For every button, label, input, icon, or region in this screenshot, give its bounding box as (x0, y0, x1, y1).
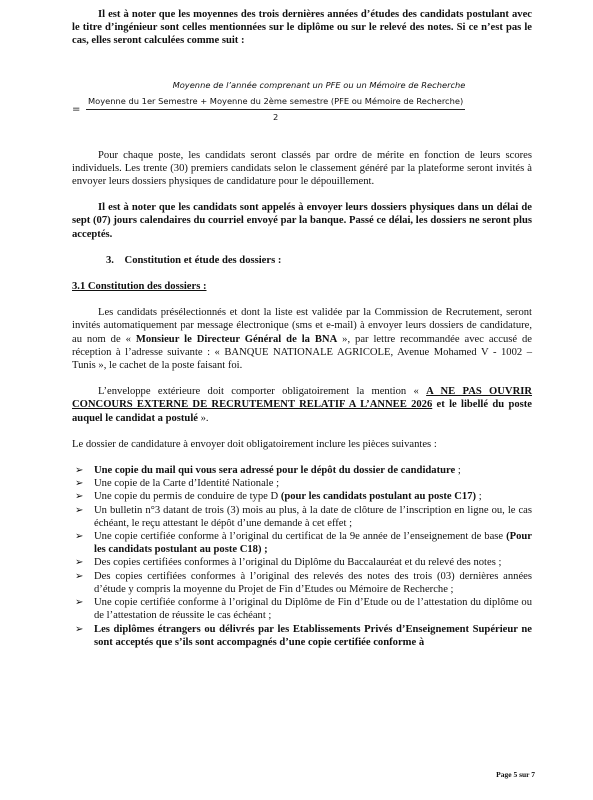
piece-text: Des copies certifiées conformes à l’original des relevés des notes des trois (03) dernières années d’étude y compris la moyenne du Projet de Fin d’Etudes ou Mémoire de Recherche ; (94, 570, 532, 595)
arrow-bullet-icon: ➢ (75, 504, 84, 516)
piece-text: Des copies certifiées conformes à l’original du Diplôme du Baccalauréat et du relevé des notes ; (94, 557, 502, 569)
formula-equals: = (72, 103, 81, 115)
arrow-bullet-icon: ➢ (75, 570, 84, 582)
constitution-text-2: », par lettre recommandée avec accusé de réception à l’adresse suivante : « BANQUE NATIONALE AGRICOLE, Avenue Mohamed V - 1002 – Tunis », le cachet de la poste faisant foi. (72, 333, 532, 372)
section-3-heading: 3. Constitution et étude des dossiers : (106, 254, 282, 266)
piece-text-bold: (pour les candidats postulant au poste C17) (280, 491, 477, 503)
list-item (72, 504, 532, 530)
paragraph-classement: Pour chaque poste, les candidats seront classés par ordre de mérite en fonction de leurs scores individuels. Les trente (30) premiers candidats selon le classement généré par la plateforme seront invités à envoyer leurs dossiers physiques de candidature pour le dépouillement. (72, 149, 532, 188)
list-item (72, 530, 532, 556)
enveloppe-mention: A NE PAS OUVRIR CONCOURS EXTERNE DE RECRUTEMENT RELATIF A L’ANNEE 2026 (72, 386, 533, 411)
list-item (72, 596, 532, 622)
note-delai: Il est à noter que les candidats sont appelés à envoyer leurs dossiers physiques dans un délai de sept (07) jours calendaires du courriel envoyé par la banque. Passé ce délai, les dossiers ne seront plus acceptés. (72, 202, 532, 240)
piece-text: Une copie certifiée conforme à l’original du Diplôme de Fin d’Etude ou de l’attestation du diplôme ou de l’attestation de réussite le cas échéant ; (94, 597, 532, 622)
formula-row (72, 96, 532, 123)
piece-text-end: ; (476, 491, 482, 503)
piece-text-bold: (Pour les candidats postulant au poste C18) ; (94, 531, 532, 556)
piece-text: Une copie de la Carte d’Identité Nationale ; (94, 478, 280, 490)
constitution-text-1: Les candidats présélectionnés et dont la liste est validée par la Commission de Recrutement, seront invités automatiquement par message électronique (sms et e-mail) à envoyer leurs dossiers de candidature, au nom de « (72, 307, 532, 345)
list-item (72, 464, 532, 477)
enveloppe-text-1: L’enveloppe extérieure doit comporter obligatoirement la mention « (98, 386, 427, 398)
list-item (72, 490, 532, 503)
piece-text: Une copie du permis de conduire de type D (94, 491, 281, 503)
piece-text: Une copie certifiée conforme à l’original du certificat de la 9e année de l’enseignement de base (94, 531, 507, 543)
note-moyennes: Il est à noter que les moyennes des trois dernières années d’études des candidats postulant avec le titre d’ingénieur sont celles mentionnées sur le diplôme ou sur le relevé des notes. Si ce n’est pas le cas, elles seront calculées comme suit : (72, 9, 532, 47)
document-page (72, 8, 532, 649)
paragraph-dossier: Le dossier de candidature à envoyer doit obligatoirement inclure les pièces suivantes : (72, 438, 437, 450)
arrow-bullet-icon: ➢ (75, 478, 84, 490)
piece-text: ; (455, 465, 461, 477)
enveloppe-end: ». (197, 412, 209, 424)
arrow-bullet-icon: ➢ (75, 597, 84, 609)
piece-text: Un bulletin n°3 datant de trois (3) mois au plus, à la date de clôture de l’inscription en ligne ou, le cas échéant, le reçu attestant le dépôt d’une demande à cet effet ; (94, 504, 532, 529)
arrow-bullet-icon: ➢ (75, 491, 84, 503)
formula-denominator: 2 (272, 111, 279, 122)
list-item (72, 623, 532, 649)
formula-fraction (86, 96, 465, 123)
arrow-bullet-icon: ➢ (75, 557, 84, 569)
formula-numerator: Moyenne du 1er Semestre + Moyenne du 2ème semestre (PFE ou Mémoire de Recherche) (86, 96, 465, 110)
paragraph-constitution (72, 306, 532, 372)
page-number: Page 5 sur 7 (496, 770, 535, 779)
arrow-bullet-icon: ➢ (75, 623, 84, 635)
list-item (72, 556, 532, 569)
formula-block (72, 80, 532, 123)
formula-lhs: Moyenne de l’année comprenant un PFE ou un Mémoire de Recherche (172, 79, 466, 90)
enveloppe-libelle: et le libellé du poste auquel le candidat a postulé (72, 399, 532, 424)
piece-text-bold: Une copie du mail qui vous sera adressé pour le dépôt du dossier de candidature (94, 465, 456, 477)
piece-text-bold: Les diplômes étrangers ou délivrés par les Etablissements Privés d’Enseignement Supérieur ne sont acceptés que s’ils sont accompagnés d’une copie certifiée conforme à (94, 623, 532, 648)
arrow-bullet-icon: ➢ (75, 465, 84, 477)
paragraph-enveloppe (72, 385, 532, 425)
section-3-1-heading: 3.1 Constitution des dossiers : (72, 281, 207, 293)
list-item (72, 477, 532, 490)
constitution-addressee: Monsieur le Directeur Général de la BNA (135, 333, 338, 345)
list-item (72, 570, 532, 596)
arrow-bullet-icon: ➢ (75, 531, 84, 543)
pieces-list (72, 464, 532, 649)
